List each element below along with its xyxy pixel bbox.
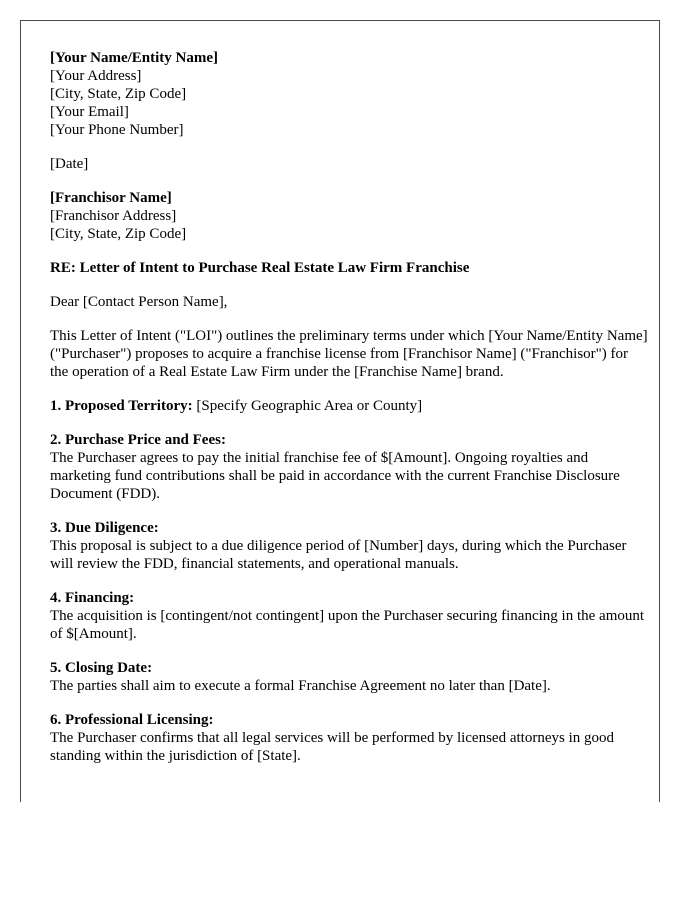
section-heading: 2. Purchase Price and Fees: (50, 432, 226, 448)
letter-page (20, 20, 660, 802)
section-heading: 6. Professional Licensing: (50, 712, 214, 728)
sender-name: [Your Name/Entity Name] (50, 50, 219, 66)
section-heading: 4. Financing: (50, 590, 135, 606)
section-heading: 1. Proposed Territory: (50, 398, 193, 414)
recipient-city-state-zip: [City, State, Zip Code] (50, 226, 187, 242)
sender-address: [Your Address] (50, 68, 142, 84)
section-body: The Purchaser confirms that all legal services will be performed by licensed attorneys in good standing within the jurisdiction of [State]. (50, 730, 614, 764)
sender-block (50, 49, 650, 139)
section-professional-licensing (50, 711, 650, 765)
section-heading: 5. Closing Date: (50, 660, 153, 676)
recipient-name: [Franchisor Name] (50, 190, 172, 206)
intro-paragraph: This Letter of Intent ("LOI") outlines the preliminary terms under which [Your Name/Entity Name] ("Purchaser") proposes to acquire a franchise license from [Franchisor Name] ("Franchisor") for the operation of a Real Estate Law Firm under the [Franchise Name] brand. (50, 328, 648, 380)
subject-line: RE: Letter of Intent to Purchase Real Estate Law Firm Franchise (50, 260, 470, 276)
sender-city-state-zip: [City, State, Zip Code] (50, 86, 187, 102)
section-body: This proposal is subject to a due diligence period of [Number] days, during which the Purchaser will review the FDD, financial statements, and operational manuals. (50, 538, 627, 572)
section-territory (50, 397, 650, 415)
salutation: Dear [Contact Person Name], (50, 294, 228, 310)
section-due-diligence (50, 519, 650, 573)
recipient-block (50, 189, 650, 243)
sender-email: [Your Email] (50, 104, 129, 120)
sender-phone: [Your Phone Number] (50, 122, 184, 138)
section-closing-date (50, 659, 650, 695)
section-body: [Specify Geographic Area or County] (196, 398, 423, 414)
section-body: The Purchaser agrees to pay the initial franchise fee of $[Amount]. Ongoing royalties and marketing fund contributions shall be paid in accordance with the current Franchise Disclosure Document (FDD). (50, 450, 620, 502)
section-purchase-price (50, 431, 650, 503)
letter-date: [Date] (50, 156, 89, 172)
section-body: The parties shall aim to execute a formal Franchise Agreement no later than [Date]. (50, 678, 551, 694)
recipient-address: [Franchisor Address] (50, 208, 177, 224)
letter-content (50, 49, 650, 765)
section-body: The acquisition is [contingent/not contingent] upon the Purchaser securing financing in the amount of $[Amount]. (50, 608, 645, 642)
section-heading: 3. Due Diligence: (50, 520, 159, 536)
section-financing (50, 589, 650, 643)
